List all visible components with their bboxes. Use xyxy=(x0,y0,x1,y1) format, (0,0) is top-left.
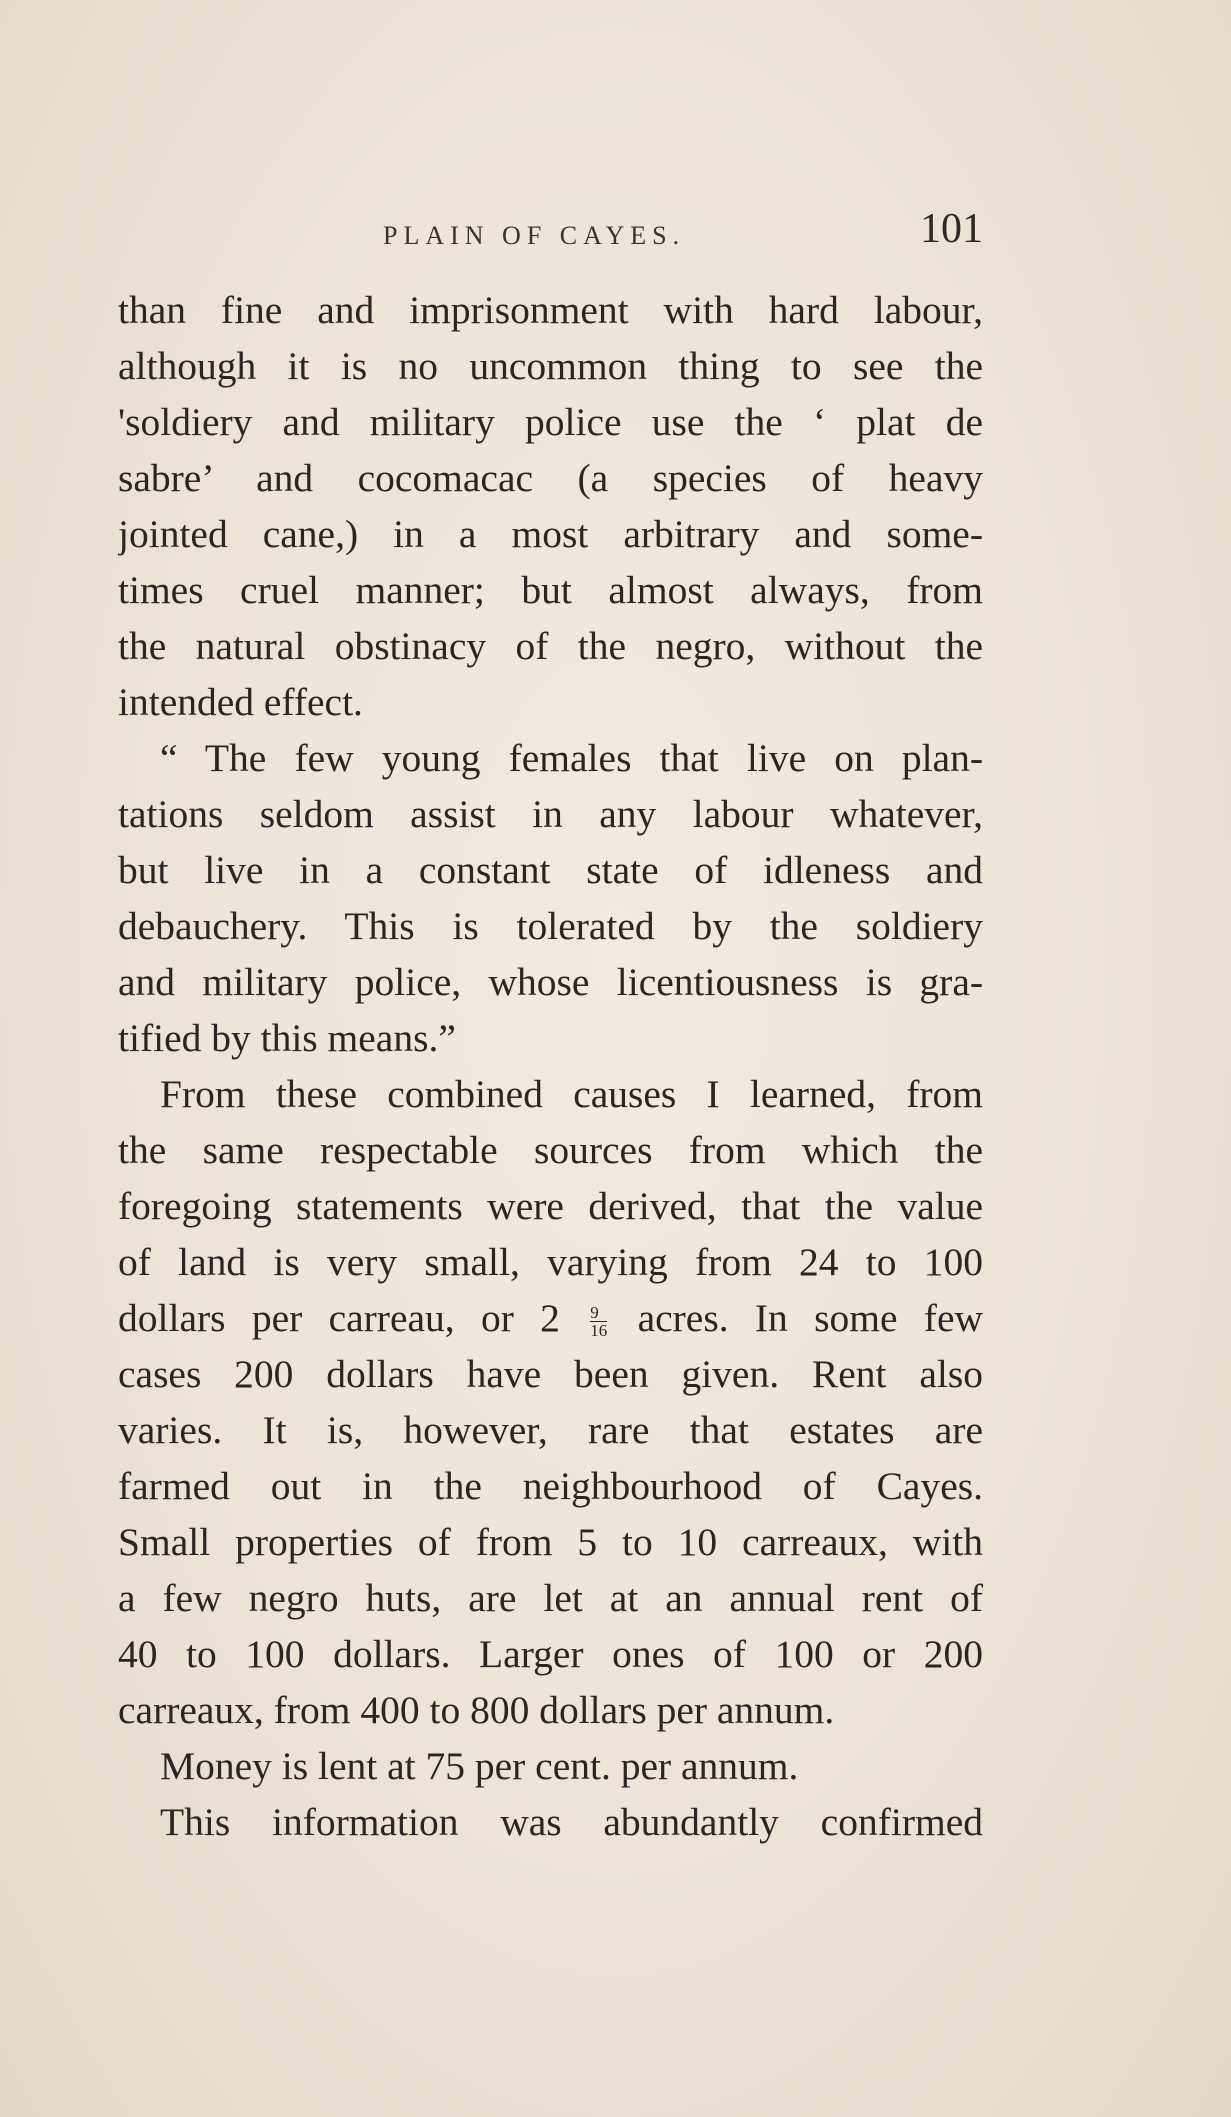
page-number: 101 xyxy=(920,206,983,252)
fraction-line-after: acres. In some few xyxy=(637,1296,983,1340)
text-line: “ The few young females that live on plan- xyxy=(160,736,983,780)
text-line: of land is very small, varying from 24 to 100 xyxy=(118,1240,983,1284)
text-line: cases 200 dollars have been given. Rent also xyxy=(118,1352,983,1396)
text-line: jointed cane,) in a most arbitrary and some- xyxy=(118,512,983,556)
text-line: 'soldiery and military police use the ‘ plat de xyxy=(118,400,983,444)
text-line: From these combined causes I learned, from xyxy=(160,1072,983,1116)
text-line: debauchery. This is tolerated by the soldiery xyxy=(118,904,983,948)
fraction-numerator: 9 xyxy=(590,1304,607,1322)
text-line: sabre’ and cocomacac (a species of heavy xyxy=(118,456,983,500)
text-line: a few negro huts, are let at an annual rent of xyxy=(118,1576,983,1620)
fraction-denominator: 16 xyxy=(590,1321,608,1341)
text-line: although it is no uncommon thing to see the xyxy=(118,344,983,388)
text-line: 40 to 100 dollars. Larger ones of 100 or 200 xyxy=(118,1632,983,1676)
text-line: foregoing statements were derived, that the value xyxy=(118,1184,983,1228)
text-line: tified by this means.” xyxy=(118,1016,456,1060)
text-line: varies. It is, however, rare that estates are xyxy=(118,1408,983,1452)
paragraph xyxy=(118,1794,983,1850)
fraction-line-before: dollars per carreau, or 2 xyxy=(118,1296,560,1340)
text-line: intended effect. xyxy=(118,680,363,724)
text-line: This information was abundantly confirmed xyxy=(160,1800,983,1844)
text-line: carreaux, from 400 to 800 dollars per annum. xyxy=(118,1688,835,1732)
text-line: but live in a constant state of idleness and xyxy=(118,848,983,892)
fraction xyxy=(590,1304,607,1339)
paragraph xyxy=(118,1066,983,1738)
running-head: PLAIN OF CAYES. xyxy=(383,221,686,250)
text-line-with-fraction xyxy=(118,1290,983,1346)
text-line: farmed out in the neighbourhood of Cayes. xyxy=(118,1464,983,1508)
text-line: than fine and imprisonment with hard labour, xyxy=(118,288,983,332)
body-text xyxy=(118,282,983,1850)
text-line: tations seldom assist in any labour whatever, xyxy=(118,792,983,836)
text-line: times cruel manner; but almost always, from xyxy=(118,568,983,612)
text-line: and military police, whose licentiousness is gra- xyxy=(118,960,983,1004)
paragraph xyxy=(118,730,983,1066)
text-line: the same respectable sources from which the xyxy=(118,1128,983,1172)
paragraph xyxy=(118,1738,983,1794)
paragraph xyxy=(118,282,983,730)
text-line: Small properties of from 5 to 10 carreaux, with xyxy=(118,1520,983,1564)
text-line: the natural obstinacy of the negro, without the xyxy=(118,624,983,668)
page-header xyxy=(118,205,983,265)
text-line: Money is lent at 75 per cent. per annum. xyxy=(160,1744,799,1788)
